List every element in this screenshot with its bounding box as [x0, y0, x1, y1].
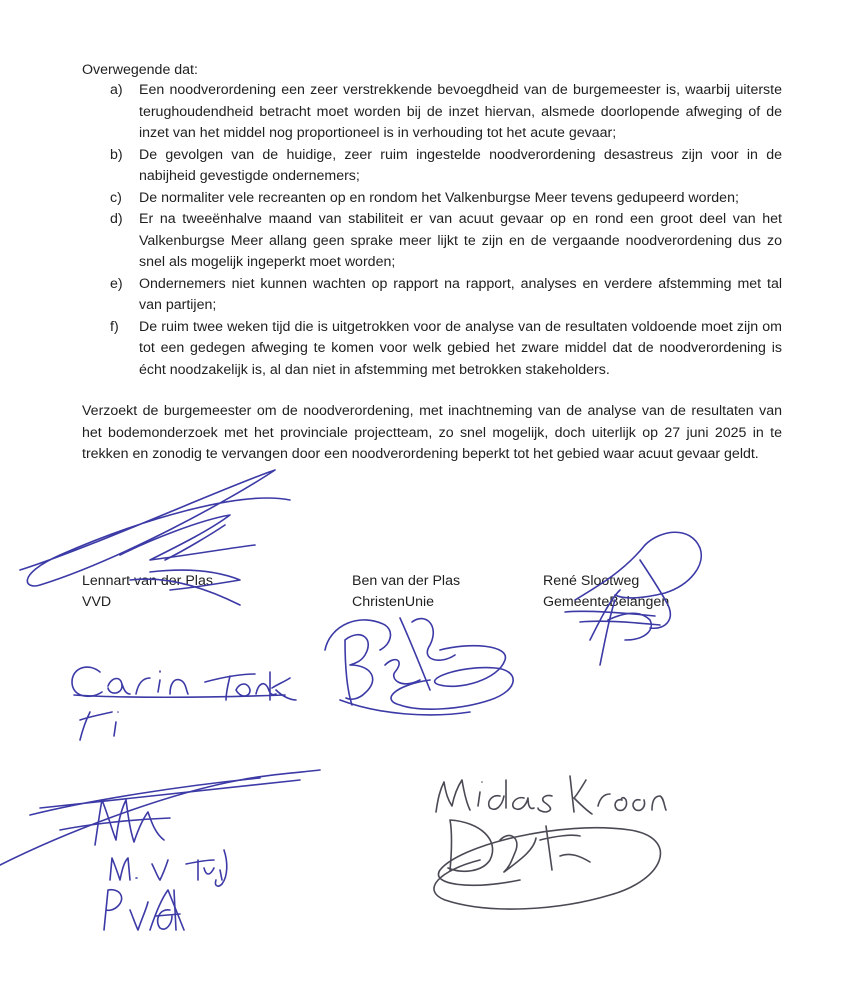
item-text: Ondernemers niet kunnen wachten op rapport na rapport, analyses en verdere afstemming met tal van partijen; [139, 275, 782, 313]
considerations-list [82, 80, 782, 381]
item-text: De ruim twee weken tijd die is uitgetrokken voor de analyse van de resultaten voldoende moet zijn om tot een gedegen afweging te komen voor welk gebied het zware middel dat de noodverordening is écht noodzakelijk is, al dan niet in afstemming met betrokken stakeholders. [139, 318, 782, 378]
signatory-name-1: Lennart van der Plas [82, 573, 213, 589]
item-letter: e) [110, 275, 123, 292]
item-text: Er na tweeënhalve maand van stabiliteit er van acuut gevaar op en rond een groot deel van het Valkenburgse Meer allang geen sprake meer lijkt te zijn en de vergaande noodverordening dus zo snel als mogelijk ingeperkt moet worden; [139, 211, 782, 270]
signatory-party-2: ChristenUnie [352, 594, 435, 610]
signature-ben [325, 618, 513, 715]
signature-carin [72, 667, 296, 740]
consideration-item [82, 274, 782, 317]
consideration-item [82, 145, 782, 188]
item-letter: c) [110, 189, 122, 206]
signatory-name-3: René Slootweg [543, 573, 640, 589]
item-text: De gevolgen van de huidige, zeer ruim ingestelde noodverordening desastreus zijn voor in de nabijheid gevestigde ondernemers; [139, 146, 782, 184]
signatory-party-1: VVD [82, 594, 112, 610]
consideration-item [82, 188, 782, 210]
consideration-item [82, 209, 782, 274]
request-paragraph: Verzoekt de burgemeester om de noodverordening, met inachtneming van de analyse van de resultaten van het bodemonderzoek met het provinciale projectteam, zo snel mogelijk, doch uiterlijk op 27 juni 2025 in te trekken en zonodig te vervangen door een noodverordening beperkt tot het gebied waar acuut gevaar geldt. [82, 403, 782, 462]
item-letter: a) [110, 82, 123, 98]
item-text: De normaliter vele recreanten op en rondom het Valkenburgse Meer tevens gedupeerd worden; [139, 189, 739, 206]
consideration-item [82, 317, 782, 382]
item-letter: d) [110, 211, 123, 227]
signature-mvtuijl [0, 770, 320, 930]
signature-midas [434, 776, 666, 909]
signatory-party-3: GemeenteBelangen [543, 594, 670, 610]
consideration-item [82, 80, 782, 145]
item-letter: f) [110, 318, 119, 335]
signatory-name-2: Ben van der Plas [352, 573, 461, 589]
intro-heading: Overwegende dat: [82, 62, 198, 78]
item-text: Een noodverordening een zeer verstrekkende bevoegdheid van de burgemeester is, waarbij uiterste terughoudendheid betracht moet worden bij de inzet hiervan, alsmede doorlopende afweging of de inzet van het middel nog proportioneel is in verhouding tot het acute gevaar; [139, 82, 782, 141]
item-letter: b) [110, 146, 123, 163]
